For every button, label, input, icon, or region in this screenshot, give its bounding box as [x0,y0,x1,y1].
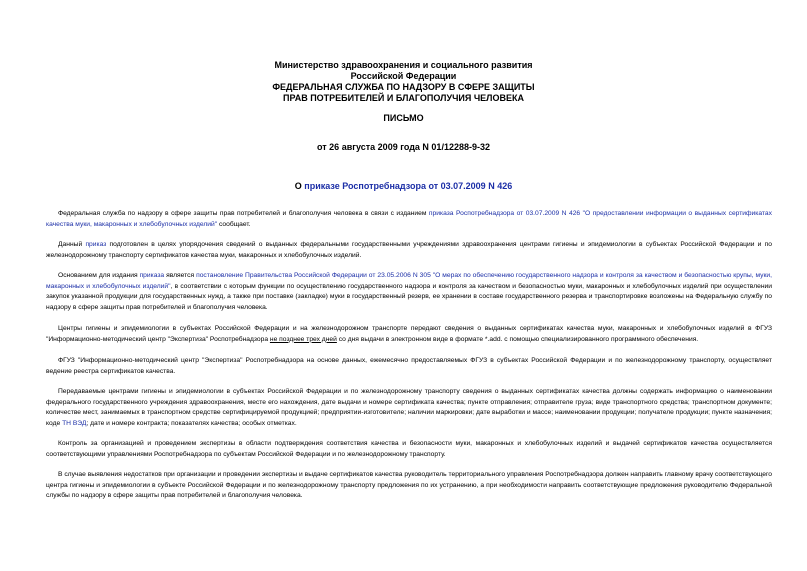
paragraph-5 [46,356,772,377]
subject-link[interactable]: приказе Роспотребнадзора от 03.07.2009 N 426 [304,181,513,191]
paragraph-5-text: ФГУЗ "Информационно-методический центр "Экспертиза" Роспотребнадзора на основе данных, ежемесячно предоставляемых ФГУЗ в субъектах Российской Федерации и по железнодорожному транспорту, осуществляет ведение реестра сертификатов качества. [46,357,772,375]
paragraph-1-text-a: Федеральная служба по надзору в сфере защиты прав потребителей и благополучия человека в связи с изданием [58,210,429,217]
document-subject [0,181,807,192]
order-link[interactable]: приказ [85,241,107,248]
paragraph-7 [46,439,772,460]
issuer-line-4: ПРАВ ПОТРЕБИТЕЛЕЙ И БЛАГОПОЛУЧИЯ ЧЕЛОВЕКА [283,93,524,103]
issuer-line-2: Российской Федерации [350,71,457,81]
tn-ved-link[interactable]: ТН ВЭД [62,419,87,427]
paragraph-1 [46,209,772,230]
paragraph-6 [46,387,772,429]
document-type: ПИСЬМО [383,113,424,123]
subject-prefix: О [294,181,305,191]
document-date-number: от 26 августа 2009 года N 01/12288-9-32 [317,142,490,152]
issuer-header [0,60,807,104]
paragraph-3-text-a: Основанием для издания [58,272,140,279]
paragraph-2-text-b: подготовлен в целях упорядочения сведений о выданных федеральными государственными учреждениями здравоохранения центрами гигиены и эпидемиологии в субъектах Российской Федерации и по железнодорожному транспорту сертификатов качества муки, макаронных и хлебобулочных изделий. [46,241,772,259]
paragraph-6-text-a: Передаваемые центрами гигиены и эпидемиологии в субъектах Российской Федерации и по железнодорожному транспорту сведения о выданных сертификатах качества должны содержать информацию о наименовании федерального государственного учреждения здравоохранения, месте его нахождения, дате выдачи и номере сертификата качества; пункте отправления; отправителе груза; виде транспортного средства; транспортном документе; количестве мест, занимаемых в транспортном средстве сертифицируемой продукцией; предприятии-изготовителе; наличии маркировки; дате выработки и массе; наименовании продукции; получателе продукции; пункте назначения; коде [46,388,772,427]
paragraph-4-text-b: со дня выдачи в электронном виде в формате *.add. с помощью специализированного программного обеспечения. [336,335,699,343]
paragraph-1-text-b: сообщает. [217,220,251,228]
paragraph-6-text-b: ; дате и номере контракта; показателях качества; особых отметках. [86,419,297,427]
paragraph-3 [46,271,772,313]
paragraph-4-text-a: Центры гигиены и эпидемиологии в субъектах Российской Федерации и на железнодорожном транспорте передают сведения о выданных сертификатах качества муки, макаронных и хлебобулочных изделий в ФГУЗ "Информационно-методический центр "Экспертиза" Роспотребнадзора [46,325,772,343]
government-decree-305-link[interactable]: постановление Правительства Российской Федерации от 23.05.2006 N 305 "О мерах по обеспечению государственного надзора и контроля за качеством и безопасностью крупы, муки, макаронных и хлебобулочных изделий" [46,272,772,290]
deadline-emphasis: не позднее трех дней [269,335,337,343]
paragraph-8-text: В случае выявления недостатков при организации и проведении экспертизы и выдаче сертификатов качества руководитель территориального управления Роспотребнадзора должен направить главному врачу соответствующего центра гигиены и эпидемиологии в субъекте Российской Федерации и по железнодорожному транспорту предложения по их устранению, а при необходимости направить соответствующие предложения руководителю Федеральной службы по надзору в сфере защиты прав потребителей и благополучия человека. [46,471,772,500]
paragraph-4 [46,324,772,345]
paragraph-3-text-b: является [164,272,197,279]
issuer-line-1: Министерство здравоохранения и социального развития [274,60,533,70]
paragraph-3-text-c: , в соответствии с которым функции по осуществлению государственного надзора и контроля за качеством и безопасностью муки, макаронных и хлебобулочных изделий при осуществлении закупок указанной продукции для государственных нужд, а также при поставке (закладке) муки в государственный резерв, ее хранении в составе государственного резерва и транспортировке возложены на Федеральную службу по надзору в сфере защиты прав потребителей и благополучия человека. [46,282,772,311]
order-link-2[interactable]: приказа [139,272,165,279]
order-426-link[interactable]: приказа Роспотребнадзора от 03.07.2009 N 426 "О предоставлении информации о выданных сертификатах качества муки, макаронных и хлебобулочных изделий" [46,210,772,228]
paragraph-8 [46,470,772,502]
paragraph-2-text-a: Данный [58,241,86,248]
paragraph-7-text: Контроль за организацией и проведением экспертизы в области подтверждения соответствия качества и безопасности муки, макаронных и хлебобулочных изделий и выдачей сертификатов качества осуществляется соответствующими управлениями Роспотребнадзора по субъектам Российской Федерации и по железнодорожному транспорту. [46,440,772,458]
paragraph-2 [46,240,772,261]
issuer-line-3: ФЕДЕРАЛЬНАЯ СЛУЖБА ПО НАДЗОРУ В СФЕРЕ ЗАЩИТЫ [272,82,535,92]
